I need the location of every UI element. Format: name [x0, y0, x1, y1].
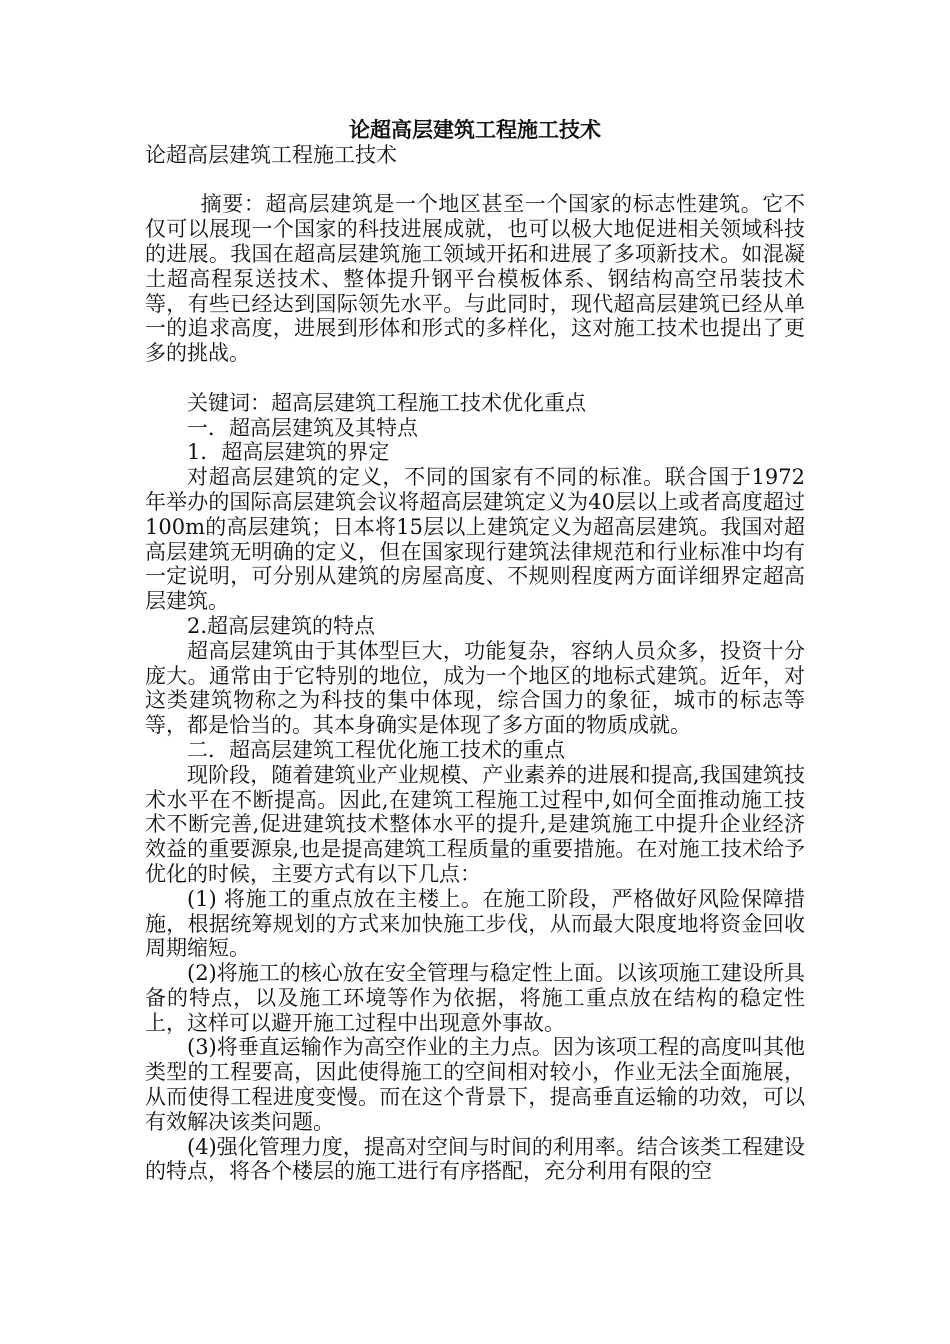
- subsection-heading-2: 2.超高层建筑的特点: [187, 613, 376, 638]
- abstract-paragraph: 摘要：超高层建筑是一个地区甚至一个国家的标志性建筑。它不仅可以展现一个国家的科技进展成就，也可以极大地促进相关领域科技的进展。我国在超高层建筑施工领域开拓和进展了多项新技术。如混凝土超高程泵送技术、整体提升钢平台模板体系、钢结构高空吊装技术等，有些已经达到国际领先水平。与此同时，现代超高层建筑已经从单一的追求高度，进展到形体和形式的多样化，这对施工技术也提出了更多的挑战。: [145, 192, 805, 366]
- document-title: 论超高层建筑工程施工技术: [349, 117, 601, 142]
- paragraph-definition: 对超高层建筑的定义，不同的国家有不同的标准。联合国于1972年举办的国际高层建筑会议将超高层建筑定义为40层以上或者高度超过100m的高层建筑；日本将15层以上建筑定义为超高层建筑。我国对超高层建筑无明确的定义，但在国家现行建筑法律规范和行业标准中均有一定说明，可分别从建筑的房屋高度、不规则程度两方面详细界定超高层建筑。: [145, 465, 805, 614]
- keywords-line: 关键词：超高层建筑工程施工技术优化重点: [187, 390, 586, 415]
- paragraph-characteristics: 超高层建筑由于其体型巨大，功能复杂，容纳人员众多，投资十分庞大。通常由于它特别的地位，成为一个地区的地标式建筑。近年，对这类建筑物称之为科技的集中体现，综合国力的象征，城市的标志等等，都是恰当的。其本身确实是体现了多方面的物质成就。: [145, 638, 805, 738]
- paragraph-optimization: 现阶段，随着建筑业产业规模、产业素养的进展和提高,我国建筑技术水平在不断提高。因此,在建筑工程施工过程中,如何全面推动施工技术不断完善,促进建筑技术整体水平的提升,是建筑施工中提升企业经济效益的重要源泉,也是提高建筑工程质量的重要措施。在对施工技术给予优化的时候，主要方式有以下几点：: [145, 762, 805, 886]
- list-item-4: (4)强化管理力度，提高对空间与时间的利用率。结合该类工程建设的特点，将各个楼层的施工进行有序搭配，充分利用有限的空: [145, 1134, 805, 1184]
- list-item-2: (2)将施工的核心放在安全管理与稳定性上面。以该项施工建设所具备的特点，以及施工环境等作为依据，将施工重点放在结构的稳定性上，这样可以避开施工过程中出现意外事故。: [145, 961, 805, 1035]
- document-page: [145, 118, 805, 1184]
- list-item-3: (3)将垂直运输作为高空作业的主力点。因为该项工程的高度叫其他类型的工程要高，因此使得施工的空间相对较小，作业无法全面施展，从而使得工程进度变慢。而在这个背景下，提高垂直运输的功效，可以有效解决该类问题。: [145, 1035, 805, 1134]
- subsection-heading-1: 1．超高层建筑的界定: [187, 440, 390, 465]
- document-subtitle: 论超高层建筑工程施工技术: [145, 142, 397, 167]
- spacer: [145, 168, 805, 193]
- spacer: [145, 366, 805, 391]
- section-heading-2: 二．超高层建筑工程优化施工技术的重点: [187, 737, 565, 762]
- section-heading-1: 一．超高层建筑及其特点: [187, 415, 418, 440]
- list-item-1: (1) 将施工的重点放在主楼上。在施工阶段，严格做好风险保障措施，根据统筹规划的方式来加快施工步伐，从而最大限度地将资金回收周期缩短。: [145, 886, 805, 961]
